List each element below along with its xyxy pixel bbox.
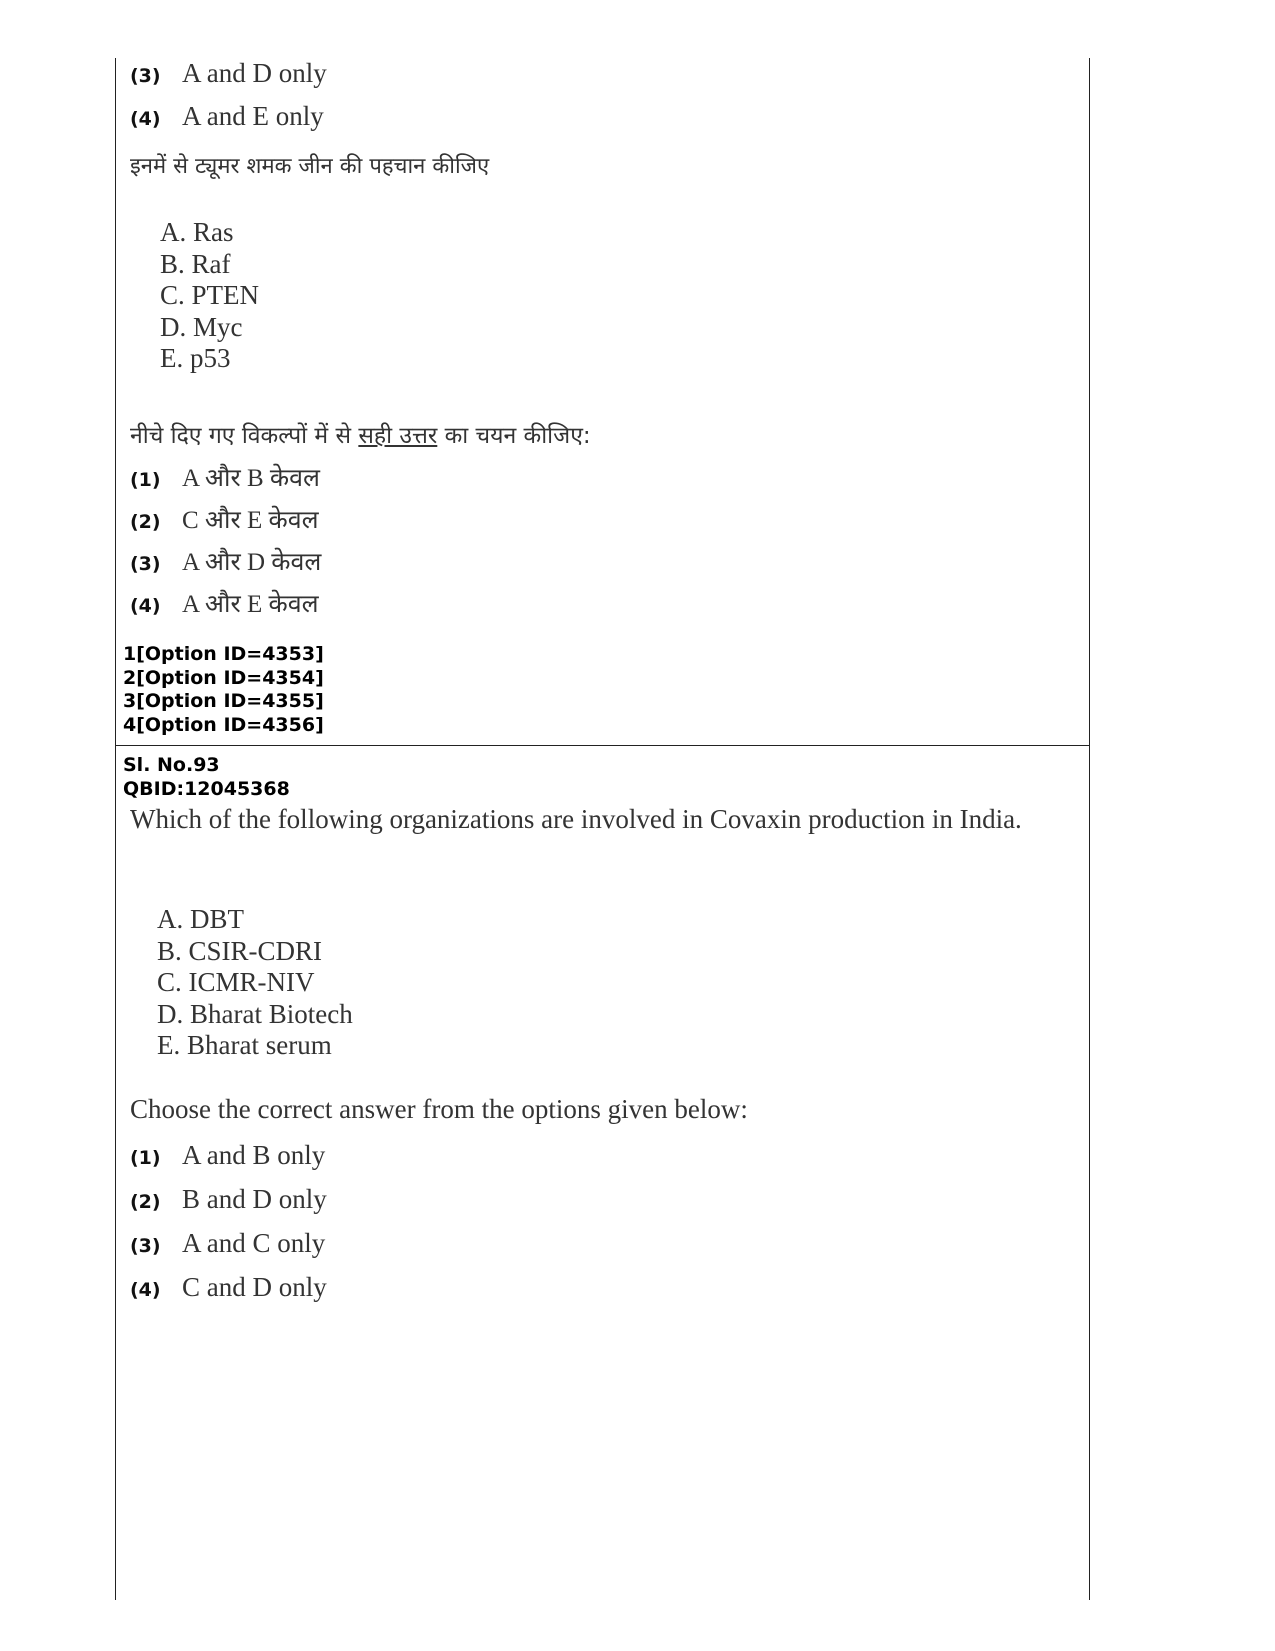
option-text: C और E केवल <box>182 507 319 534</box>
hindi-option-3 <box>130 544 321 578</box>
option-2 <box>130 1184 327 1215</box>
instruction-underlined: सही उत्तर <box>358 423 438 449</box>
instruction-part: नीचे दिए गए विकल्पों में से <box>130 423 359 449</box>
option-text: A and B only <box>182 1140 326 1170</box>
option-text: A and C only <box>182 1228 326 1258</box>
frame-right-border <box>1089 58 1090 1600</box>
prev-option-3 <box>130 58 327 89</box>
option-text: A and D only <box>182 58 327 88</box>
option-number: (2) <box>130 1191 161 1213</box>
instruction-part: का चयन कीजिए: <box>437 423 591 449</box>
option-id-block <box>123 643 324 737</box>
option-number: (4) <box>130 1279 161 1301</box>
option-number: (4) <box>130 108 161 130</box>
option-number: (2) <box>130 511 161 533</box>
option-4 <box>130 1272 327 1303</box>
hindi-option-2 <box>130 502 319 536</box>
option-text: A और E केवल <box>182 591 319 618</box>
list-item: D. Bharat Biotech <box>157 998 353 1029</box>
option-id: 2[Option ID=4354] <box>123 666 324 689</box>
list-item: B. Raf <box>160 248 231 279</box>
list-item: C. PTEN <box>160 280 260 310</box>
option-text: A और D केवल <box>182 549 322 576</box>
option-number: (3) <box>130 1235 161 1257</box>
option-number: (1) <box>130 1147 161 1169</box>
option-number: (1) <box>130 469 161 491</box>
hindi-instruction <box>130 418 591 450</box>
option-text: C and D only <box>182 1272 327 1302</box>
option-number: (4) <box>130 595 161 617</box>
hindi-option-1 <box>130 460 320 494</box>
question-item-list <box>157 904 353 1062</box>
prev-item-list <box>160 217 259 375</box>
list-item: E. p53 <box>160 343 231 373</box>
list-item: D. Myc <box>160 311 243 342</box>
question-divider <box>115 745 1090 746</box>
question-header <box>123 754 290 801</box>
hindi-question-text: इनमें से ट्यूमर शमक जीन की पहचान कीजिए <box>130 154 490 179</box>
option-1 <box>130 1140 325 1171</box>
option-text: A and E only <box>182 101 324 131</box>
list-item: C. ICMR-NIV <box>157 967 315 997</box>
option-number: (3) <box>130 65 161 87</box>
list-item: E. Bharat serum <box>157 1030 332 1060</box>
question-text: Which of the following organizations are involved in Covaxin production in India. <box>130 804 1022 834</box>
option-text: A और B केवल <box>182 465 320 492</box>
option-id: 4[Option ID=4356] <box>123 713 324 736</box>
option-id: 3[Option ID=4355] <box>123 690 324 712</box>
option-3 <box>130 1228 325 1259</box>
prev-option-4 <box>130 101 324 132</box>
hindi-option-4 <box>130 586 319 620</box>
answer-instruction: Choose the correct answer from the options given below: <box>130 1094 748 1124</box>
list-item: B. CSIR-CDRI <box>157 935 323 966</box>
serial-number: Sl. No.93 <box>123 754 220 776</box>
option-number: (3) <box>130 553 161 575</box>
option-id: 1[Option ID=4353] <box>123 643 324 665</box>
list-item: A. Ras <box>160 217 234 247</box>
list-item: A. DBT <box>157 904 244 934</box>
option-text: B and D only <box>182 1184 327 1214</box>
qbid: QBID:12045368 <box>123 777 290 800</box>
frame-left-border <box>115 58 116 1600</box>
